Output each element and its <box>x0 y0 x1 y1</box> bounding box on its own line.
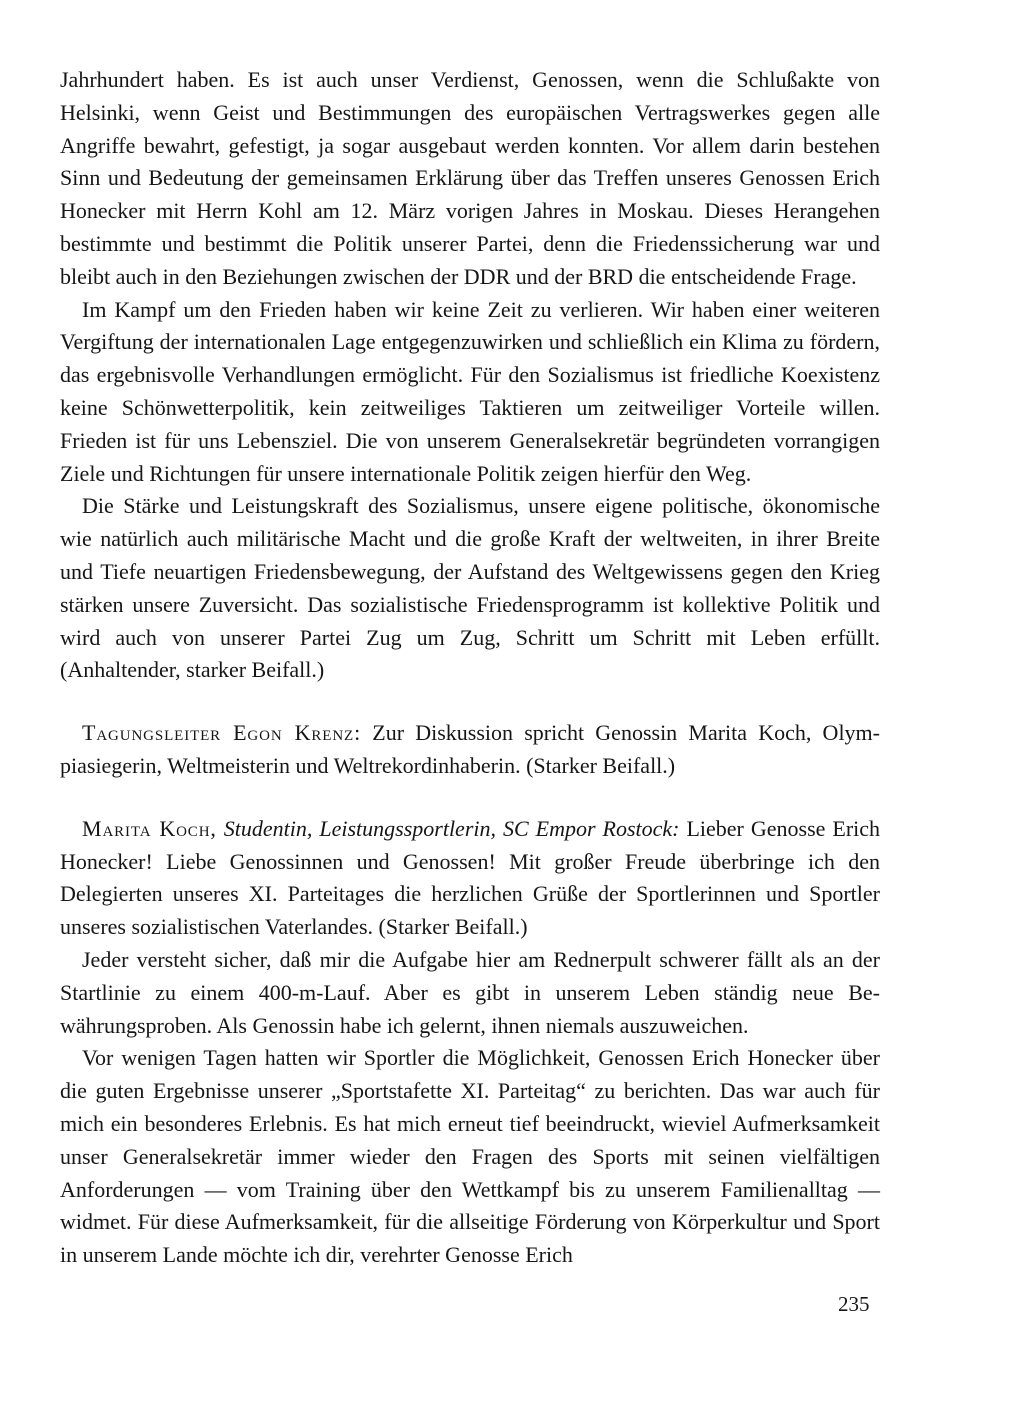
page-number: 235 <box>838 1292 870 1316</box>
chair-statement <box>60 717 880 783</box>
paragraph-staerke-sozialismus: Die Stärke und Leistungskraft des Sozialismus, unsere eigene politische, ökonomische wie natürlich auch militärische Macht und die große Kraft der weltweiten, in ihrer Breite und Tiefe neuartigen Friedensbewegung, der Aufstand des Weltgewissens gegen den Krieg stärken unsere Zuversicht. Das sozialistische Friedensprogramm ist kollektive Politik und wird auch von unserer Partei Zug um Zug, Schritt um Schritt mit Leben erfüllt. (Anhaltender, starker Beifall.) <box>60 493 880 683</box>
paragraph-sportstafette: Vor wenigen Tagen hatten wir Sportler die Möglichkeit, Genossen Erich Honecker über die guten Ergebnisse unserer „Sportstafette XI. Parteitag“ zu berichten. Das war auch für mich ein besonderes Erlebnis. Es hat mich erneut tief beeindruckt, wieviel Aufmerksamkeit unser Generalsekretär immer wieder den Fragen des Sports mit seinen vielfältigen Anforderungen — vom Training über den Wettkampf bis zu unserem Familienalltag — widmet. Für diese Aufmerksamkeit, für die allseitige Förderung von Körperkultur und Sport in unserem Lande möchte ich dir, verehrter Genosse Erich <box>60 1045 880 1268</box>
paragraph-kampf-um-frieden: Im Kampf um den Frieden haben wir keine Zeit zu verlieren. Wir haben einer weiteren Vergiftung der internationalen Lage entgegenzuwirken und schließlich ein Klima zu fördern, das ergebnisvolle Verhandlungen ermöglicht. Für den Sozialismus ist friedliche Koexistenz keine Schönwetterpolitik, kein zeitweiliges Taktieren um zeitweiliger Vorteile willen. Frieden ist für uns Lebensziel. Die von unserem Generalsekretär begründeten vorrangigen Ziele und Richtungen für unsere internationale Politik zeigen hierfür den Weg. <box>60 296 880 486</box>
chair-statement-text: Zur Diskussion spricht Genossin Marita Koch, Olympiasiegerin, Weltmeisterin und Weltrekordinhaberin. (Starker Beifall.) <box>60 720 880 778</box>
speaker-role-koch: Studentin, Leistungssportlerin, SC Empor Rostock: <box>223 815 680 841</box>
koch-opening-text: Lieber Genosse Erich Honecker! Liebe Genossinnen und Genossen! Mit großer Freude überbringe ich den Delegierten unseres XI. Parteitages die herzlichen Grüße der Sportlerinnen und Sportler unseres sozialistischen Vaterlandes. (Starker Beifall.) <box>60 815 881 940</box>
koch-speech-opening <box>60 813 880 944</box>
speaker-name-krenz: Tagungsleiter Egon Krenz: <box>82 720 362 746</box>
paragraph-helsinki: Jahrhundert haben. Es ist auch unser Verdienst, Genossen, wenn die Schlußakte von Helsinki, wenn Geist und Bestimmungen des europäischen Vertragswerkes gegen alle Angriffe bewahrt, gefestigt, ja sogar ausgebaut werden konnten. Vor allem darin bestehen Sinn und Bedeutung der gemeinsamen Erklärung über das Treffen unseres Genossen Erich Honecker mit Herrn Kohl am 12. März vorigen Jahres in Moskau. Dieses Herangehen bestimmte und bestimmt die Politik unserer Partei, denn die Friedenssicherung war und bleibt auch in den Beziehungen zwischen der DDR und der BRD die entscheidende Frage. <box>60 67 880 289</box>
paragraph-rednerpult: Jeder versteht sicher, daß mir die Aufgabe hier am Rednerpult schwerer fällt als an der Startlinie zu einem 400-m-Lauf. Aber es gibt in unserem Leben ständig neue Bewährungsproben. Als Genossin habe ich gelernt, ihnen niemals auszuweichen. <box>60 946 880 1038</box>
speaker-name-koch: Marita Koch, <box>82 815 217 841</box>
page-body <box>60 64 880 1272</box>
